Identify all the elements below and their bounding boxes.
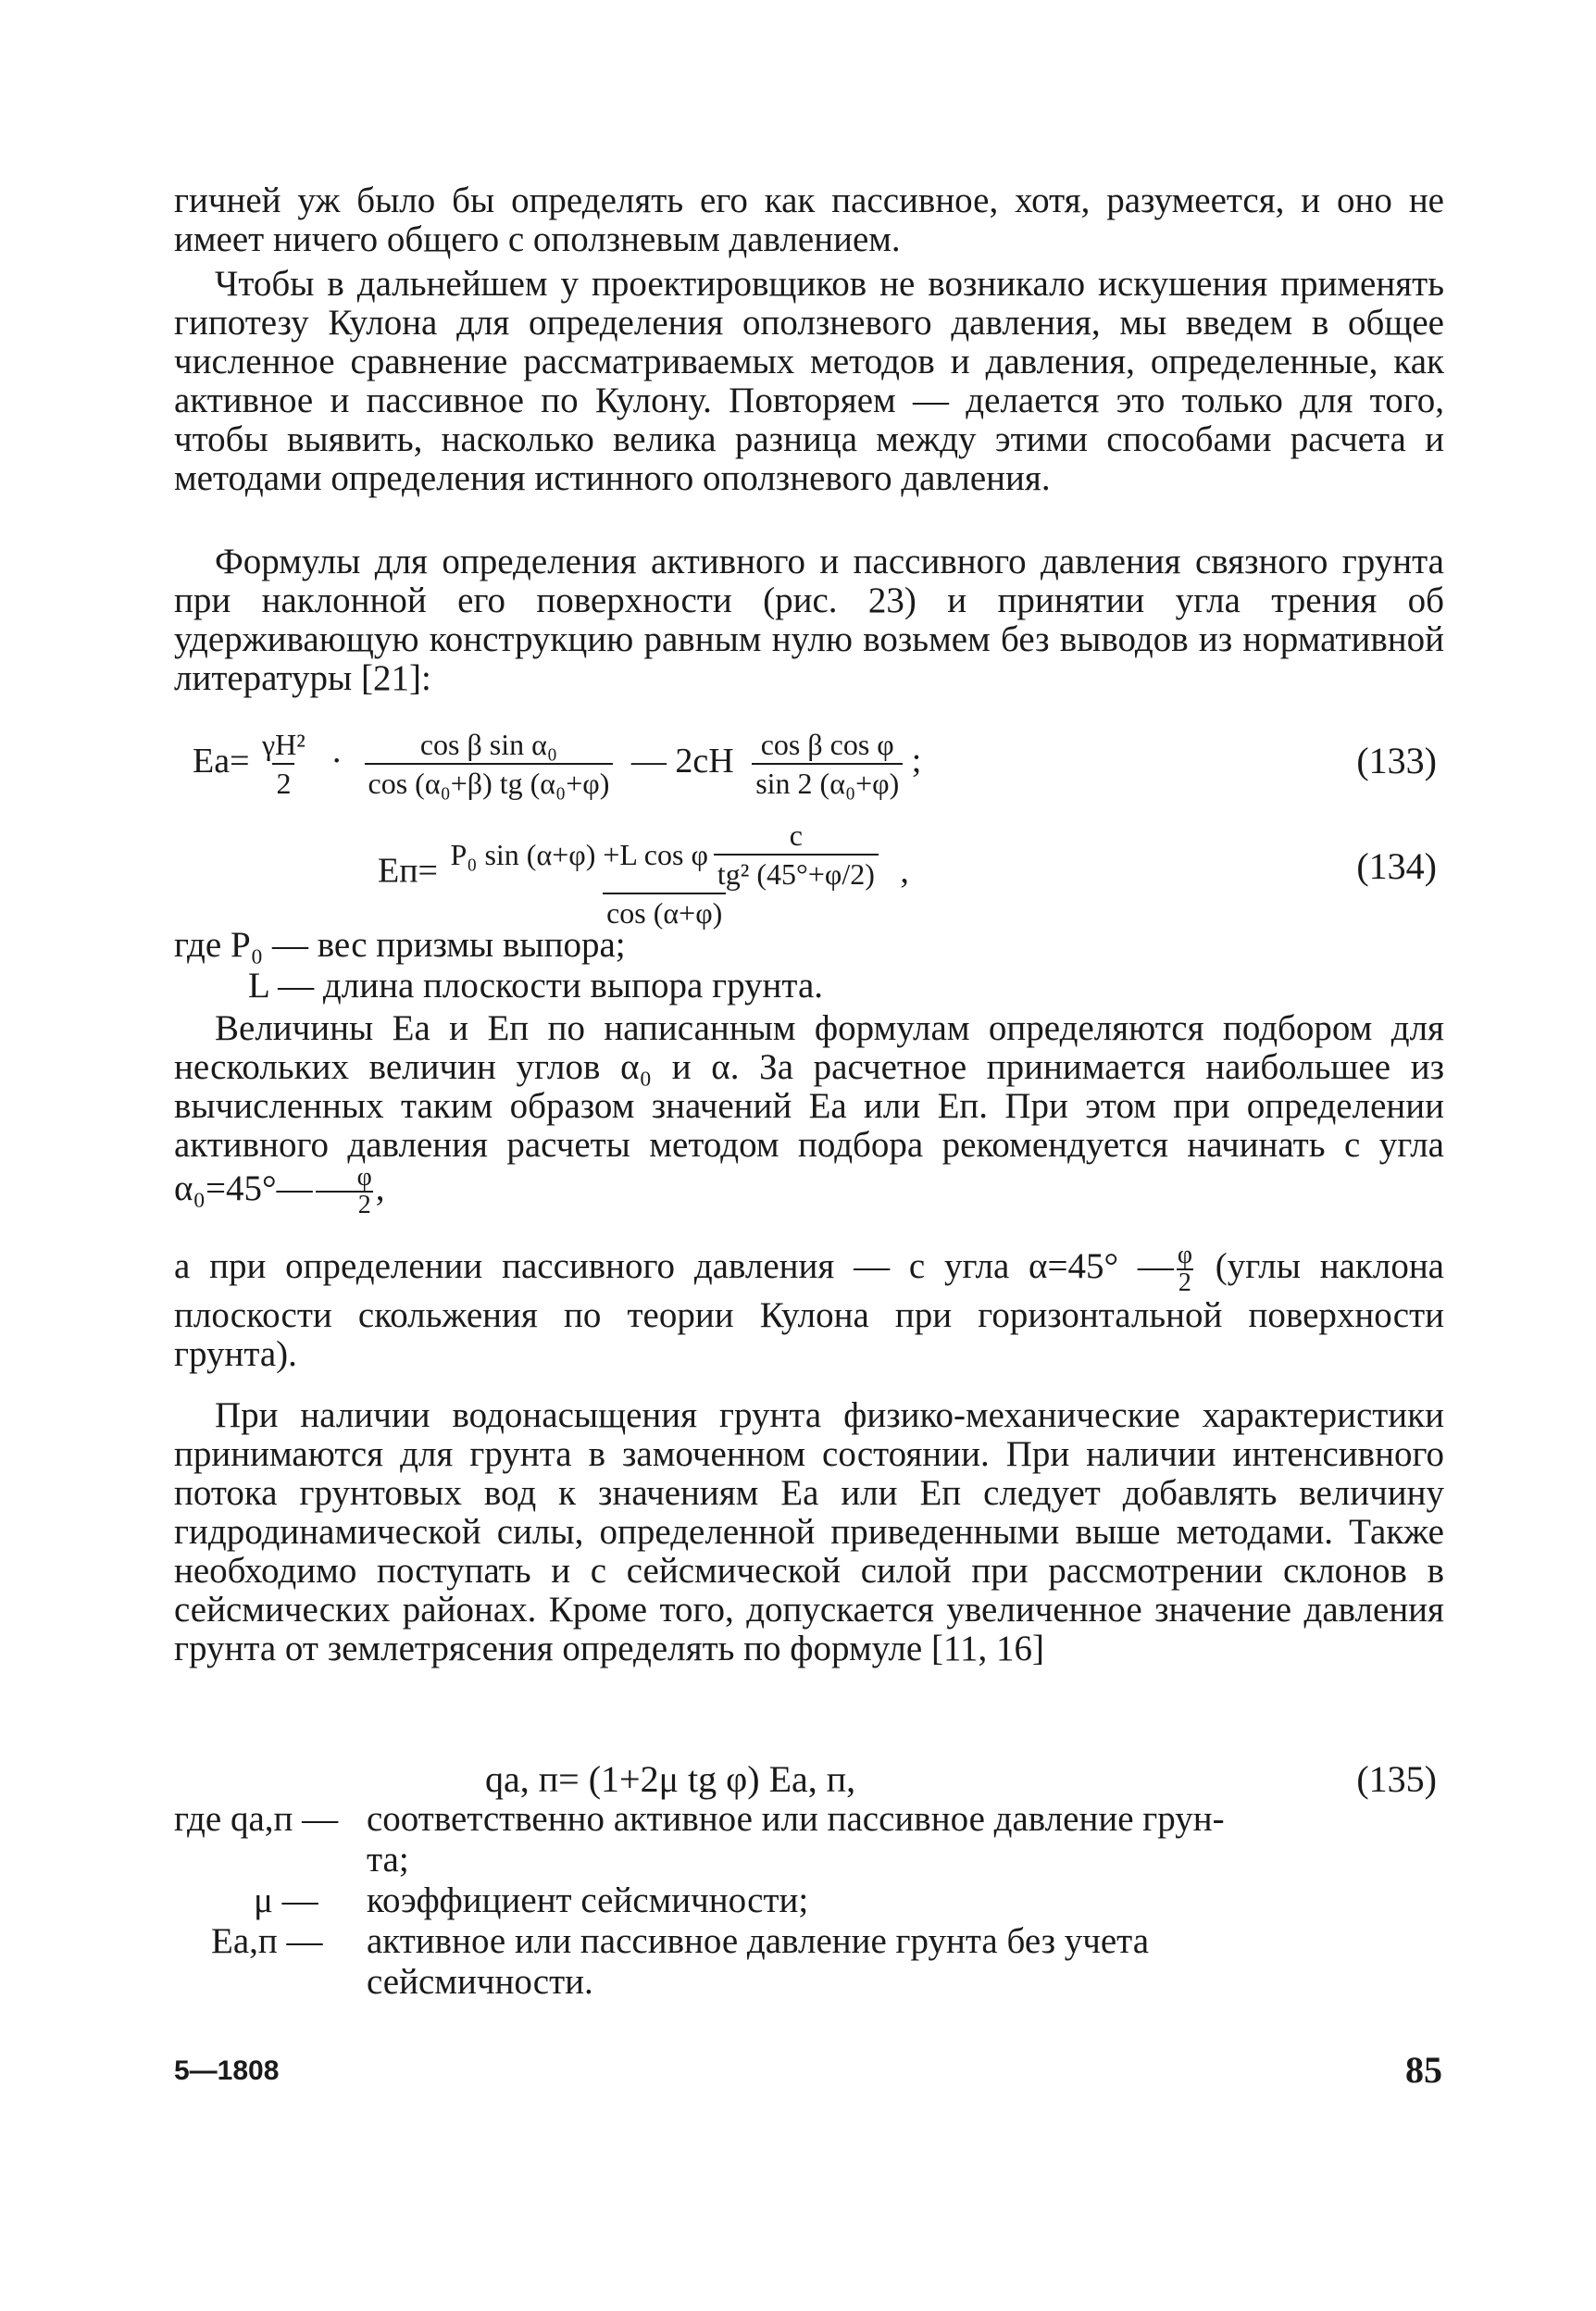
definition-row: μ — коэффициент сейсмичности;: [254, 1880, 809, 1920]
paragraph-coulomb-comparison: Чтобы в дальнейшем у проектировщиков не возникало искушения применять гипотезу Кулона для определения оползневого давления, мы введем в общее численное сравнение рассматриваемых методов и давления, определенные, как активное и пассивное по Кулону. Повторяем — делается это только для того, чтобы выявить, насколько велика разница между этими способами расчета и методами определения истинного оползневого давления.: [174, 264, 1444, 498]
paragraph-selection-method: Величины Eа и Eп по написанным формулам определяются подбором для нескольких величин углов α₀ и α. За расчетное принимается наибольшее из вычисленных таким образом значений Eа или Eп. При этом при определении активного давления расчеты методом подбора рекомендуется начинать с угла α₀=45°— $\frac{\varphi}{2}$ ,: [174, 1008, 1444, 1219]
definition-row: Eа,п — активное или пассивное давление грунта без учета: [211, 1921, 1150, 1961]
equation-number-135: (135): [1356, 1758, 1437, 1800]
inline-fraction-phi-2: $\frac{\varphi}{2}$: [315, 1165, 374, 1218]
eq133-lhs: Eа=: [193, 741, 250, 781]
printer-signature: 5—1808: [174, 2055, 280, 2086]
paragraph-passive-angle: а при определении пассивного давления — с угла α=45° — $\frac{\varphi}{2}$ (углы наклона плоскости скольжения по теории Кулона при горизонтальной поверхности грунта).: [174, 1241, 1444, 1374]
eq133-minus-term: — 2cH: [630, 741, 734, 781]
definition-continuation: та;: [367, 1840, 409, 1880]
inline-fraction-phi-2-b: $\frac{\varphi}{2}$: [1177, 1241, 1192, 1297]
eq135-formula: qа, п= (1+2μ tg φ) Eа, п,: [485, 1758, 856, 1800]
eq134-inner-fraction: $\frac{c}{\text{tg² (45°+φ/2)}}$: [714, 818, 879, 891]
definition-row: где qа,п — соответственно активное или пассивное давление грун-: [174, 1799, 1225, 1839]
page-number: 85: [1405, 2049, 1442, 2091]
eq133-fraction-1: $\frac{\text{γH²}}{2}$: [262, 728, 305, 800]
equation-number-133: (133): [1356, 740, 1437, 781]
equation-134: Eп= P₀ sin (α+φ) +L cos φ $\frac{c}{\text{tg² (45°+φ/2)}}$ cos (α+φ) , (134): [378, 818, 1437, 930]
paragraph-formulas-intro: Формулы для определения активного и пассивного давления связного грунта при наклонной его поверхности (рис. 23) и принятии угла трения об удерживающую конструкцию равным нулю возьмем без выводов из нормативной литературы [21]:: [174, 542, 1444, 698]
definition-row: где P₀ — вес призмы выпора;: [174, 925, 626, 965]
eq133-fraction-2: $\frac{\text{cos β sin α₀}}{\text{cos (α₀+β) tg (α₀+φ)}}$: [365, 728, 614, 800]
equation-135: [174, 1754, 1444, 1800]
eq134-main-fraction: P₀ sin (α+φ) +L cos φ $\frac{c}{\text{tg² (45°+φ/2)}}$ cos (α+φ): [446, 818, 881, 930]
eq134-lhs: Eп=: [378, 851, 438, 891]
definition-row: L — длина плоскости выпора грунта.: [248, 966, 824, 1006]
eq133-fraction-3: $\frac{\text{cos β cos φ}}{\text{sin 2 (α₀+φ)}}$: [752, 728, 903, 800]
equation-number-134: (134): [1356, 845, 1437, 887]
equation-133: Eа= $\frac{\text{γH²}}{2}$ · $\frac{\text{cos β sin α₀}}{\text{cos (α₀+β) tg (α₀+φ)}}$ — 2cH $\frac{\text{cos β cos φ}}{\text{sin 2 (α₀+φ)}}$ ; (133): [193, 728, 1437, 800]
definition-continuation: сейсмичности.: [367, 1962, 593, 2002]
paragraph-water-seismic: При наличии водонасыщения грунта физико-механические характеристики принимаются для грунта в замоченном состоянии. При наличии интенсивного потока грунтовых вод к значениям Eа или Eп следует добавлять величину гидродинамической силы, определенной приведенными выше методами. Также необходимо поступать и с сейсмической силой при рассмотрении склонов в сейсмических районах. Кроме того, допускается увеличенное значение давления грунта от землетрясения определять по формуле [11, 16]: [174, 1395, 1444, 1668]
paragraph-continuation: гичней уж было бы определять его как пассивное, хотя, разумеется, и оно не имеет ничего общего с оползневым давлением.: [174, 181, 1444, 259]
